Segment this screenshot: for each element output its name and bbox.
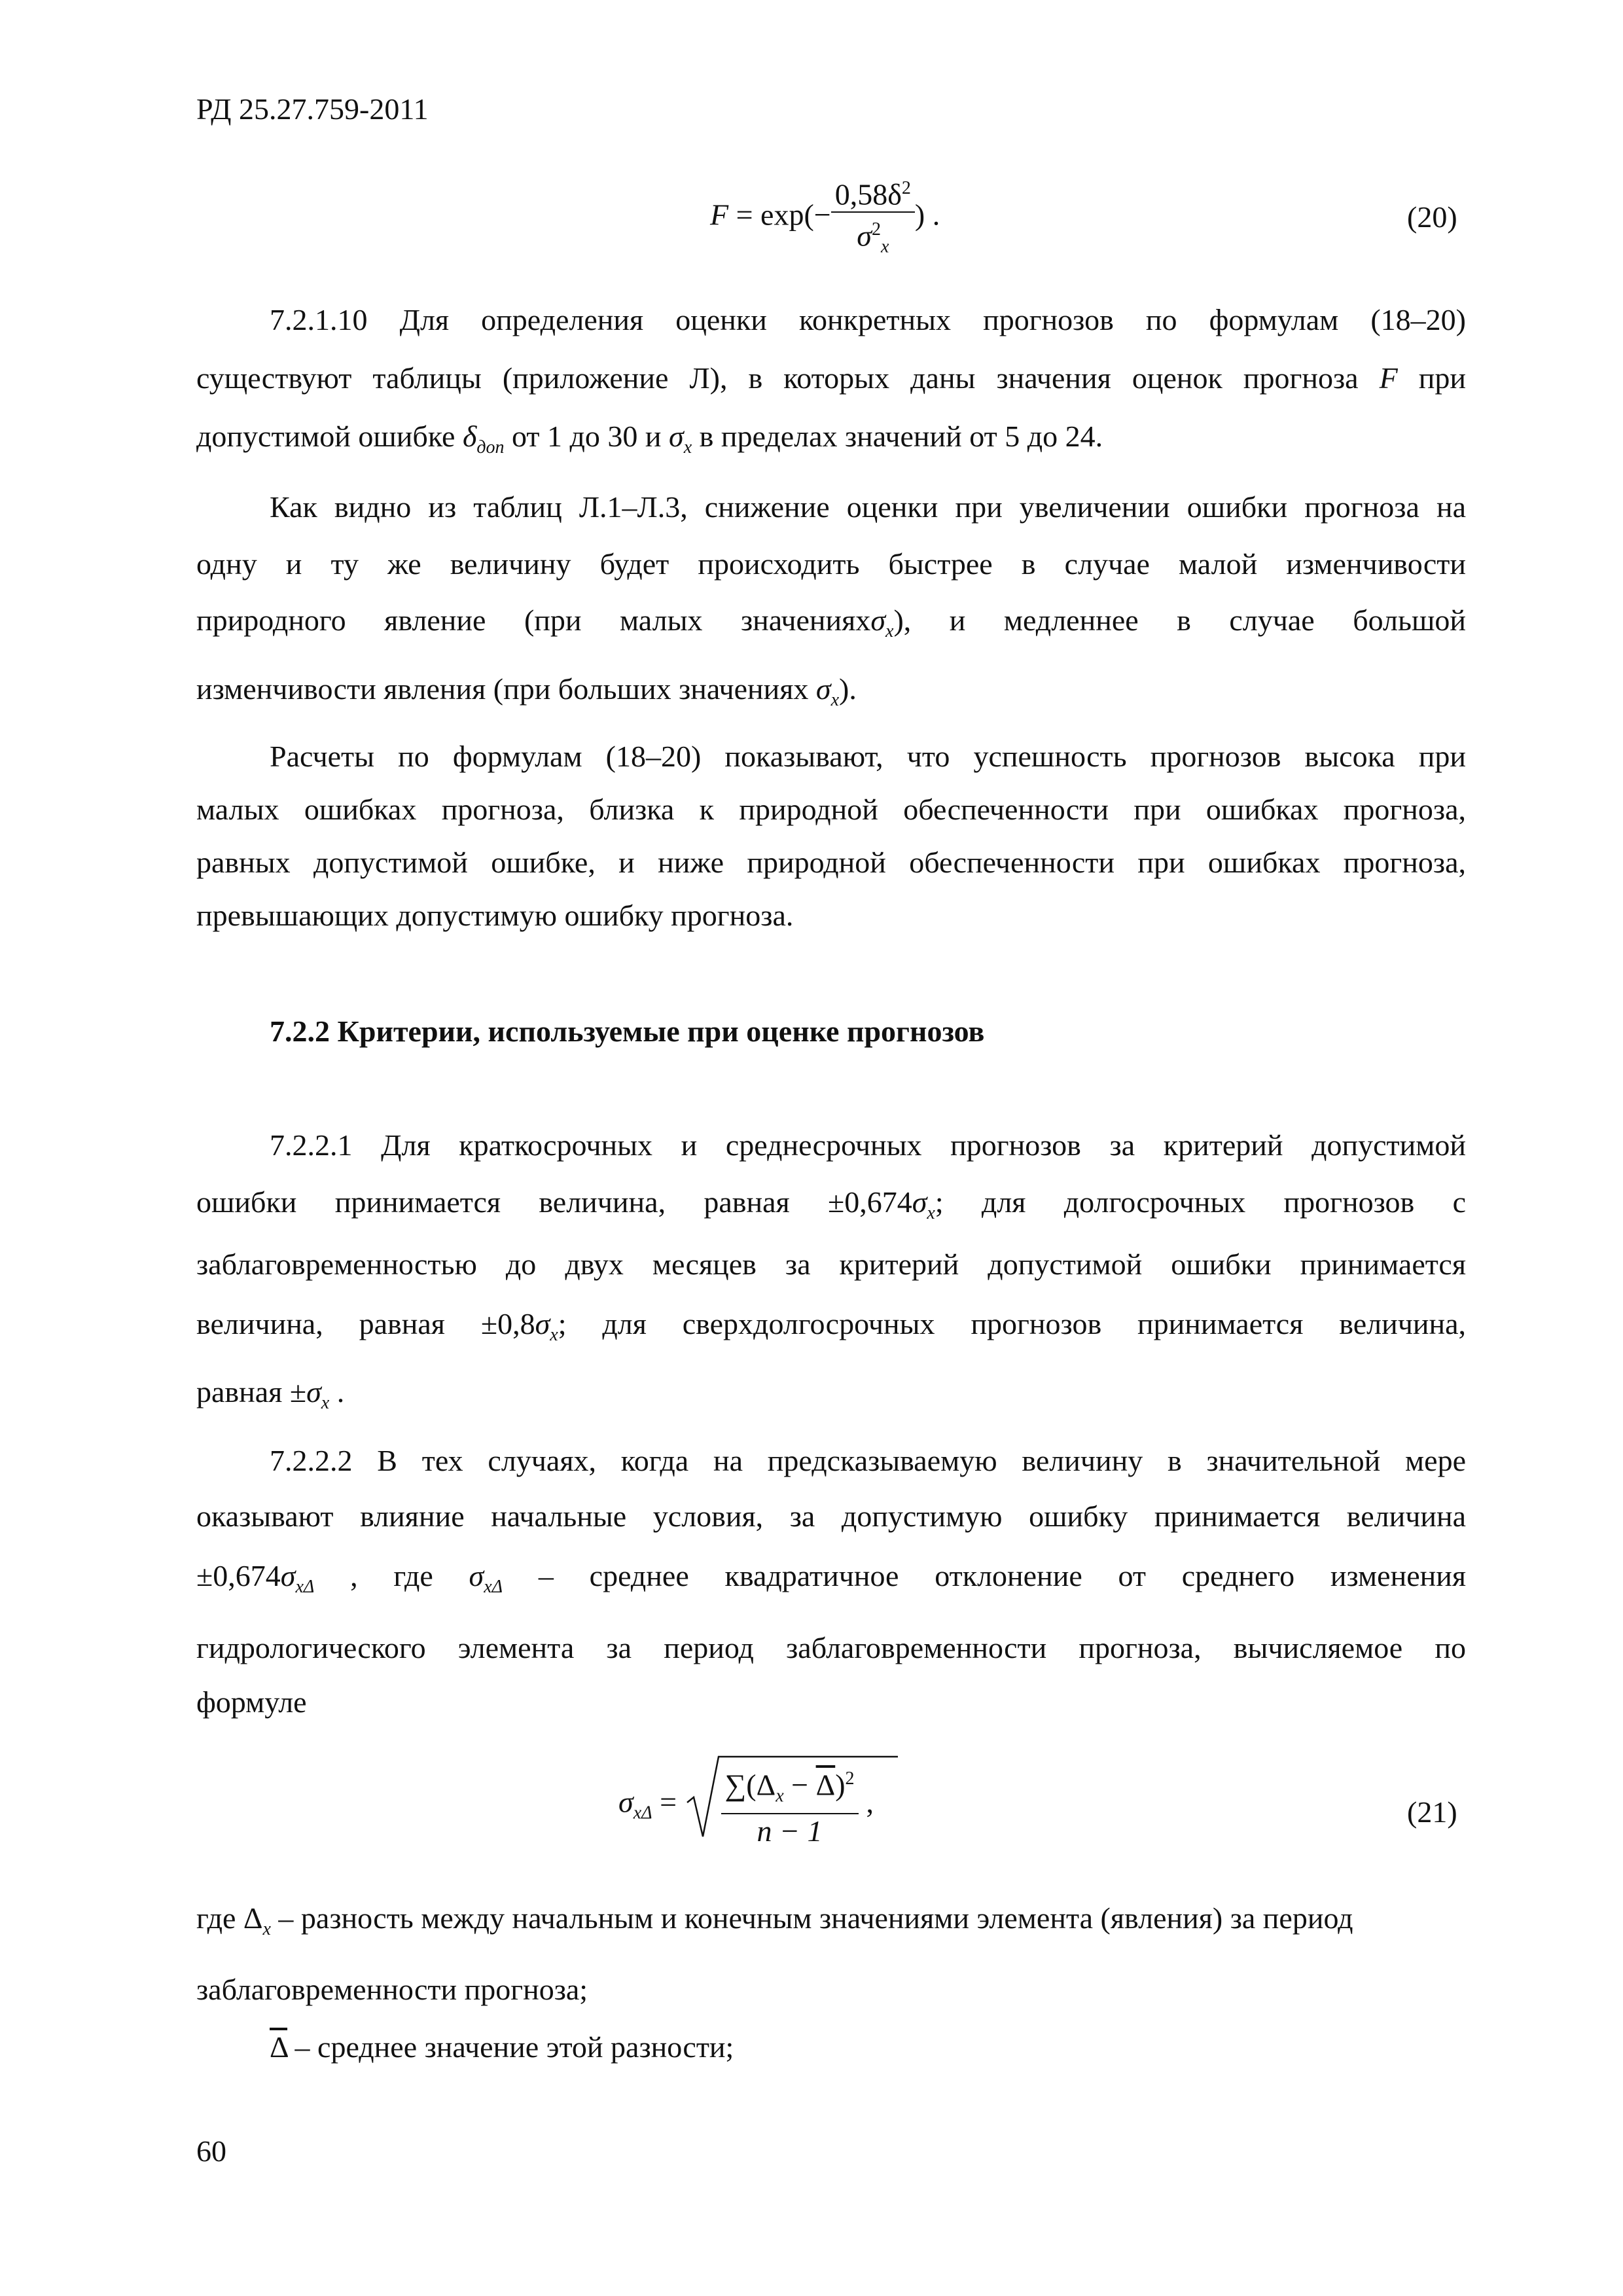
formula-21-equals: = xyxy=(652,1785,677,1819)
symbol-sigma: σ xyxy=(280,1559,296,1592)
p6-line2: заблаговременности прогноза; xyxy=(196,1973,588,2006)
p1-line3 xyxy=(196,416,1466,468)
symbol-delta: δ xyxy=(462,420,477,453)
page-number: 60 xyxy=(196,2134,226,2168)
p4-line5 xyxy=(196,1372,1466,1424)
p1-line1: 7.2.1.10 Для определения оценки конкретных прогнозов по формулам (18–20) xyxy=(270,303,1466,336)
p1-line2-end: при xyxy=(1418,361,1467,395)
formula-20-tail: ) . xyxy=(914,198,940,232)
p2-line2: одну и ту же величину будет происходить быстрее в случае малой изменчивости xyxy=(196,547,1466,581)
p2-line3-end: ), и медленнее в случае большой xyxy=(893,603,1466,637)
formula-20-num-sup: 2 xyxy=(901,178,911,198)
symbol-sigma-sub: x xyxy=(683,437,692,457)
equation-number-21: (21) xyxy=(1407,1795,1457,1829)
symbol-sigma: σ xyxy=(912,1185,927,1219)
symbol-delta-sub: доп xyxy=(476,437,505,457)
p4-line2 xyxy=(196,1182,1466,1234)
formula-21-sup: 2 xyxy=(845,1768,855,1789)
p6-line3-text: – среднее значение этой разности; xyxy=(294,2030,734,2064)
p4-line2-end: ; для долгосрочных прогнозов с xyxy=(935,1185,1466,1219)
symbol-F: F xyxy=(1379,361,1398,395)
formula-20-den-sub: x xyxy=(880,236,889,257)
formula-21-mean-delta: $\overline{\Delta}$ xyxy=(815,1768,836,1802)
p6-line1-text: где Δ xyxy=(196,1901,263,1935)
formula-20-lhs: F xyxy=(710,198,729,232)
p6-line1 xyxy=(196,1898,1466,1950)
p5-line1: 7.2.2.2 В тех случаях, когда на предсказываемую величину в значительной мере xyxy=(270,1444,1466,1477)
p5-line3-text: ±0,674 xyxy=(196,1559,281,1592)
section-heading: 7.2.2 Критерии, используемые при оценке прогнозов xyxy=(270,1014,985,1048)
formula-21-num-sub: x xyxy=(776,1785,784,1806)
formula-21-lhs-sub: xΔ xyxy=(633,1803,652,1823)
symbol-delta-sub: x xyxy=(262,1919,271,1939)
symbol-sigma: σ xyxy=(815,672,831,706)
formula-20-denominator: σ xyxy=(857,219,872,253)
p1-line2 xyxy=(196,358,1466,399)
symbol-sigma-sub: x xyxy=(927,1203,935,1223)
symbol-sigma-sub: x xyxy=(550,1325,558,1345)
p4-line5-end: . xyxy=(336,1375,345,1408)
mean-delta-symbol: $\overline{\Delta}$ xyxy=(270,2030,288,2064)
formula-20-numerator: 0,58δ xyxy=(834,177,902,211)
p4-line4 xyxy=(196,1304,1466,1355)
p2-line3-text: природного явление (при малых значениях xyxy=(196,603,871,637)
p4-line5-text: равная ± xyxy=(196,1375,307,1408)
p6-line1-end: – разность между начальным и конечным значениями элемента (явления) за период xyxy=(278,1901,1353,1935)
p5-line5: формуле xyxy=(196,1685,307,1719)
p4-line1: 7.2.2.1 Для краткосрочных и среднесрочных прогнозов за критерий допустимой xyxy=(270,1128,1466,1162)
formula-21-sum: ∑(Δ xyxy=(724,1768,776,1802)
equation-number-20: (20) xyxy=(1407,200,1457,234)
symbol-sigma-sub: x xyxy=(321,1393,330,1413)
symbol-sigma: σ xyxy=(306,1375,321,1408)
p4-line2-text: ошибки принимается величина, равная ±0,674 xyxy=(196,1185,912,1219)
p4-line4-end: ; для сверхдолгосрочных прогнозов принимается величина, xyxy=(558,1307,1466,1340)
formula-20 xyxy=(710,171,940,264)
p1-line2-text: существуют таблицы (приложение Л), в которых даны значения оценок прогноза xyxy=(196,361,1359,395)
symbol-sigma: σ xyxy=(669,420,684,453)
symbol-sigma-sub: xΔ xyxy=(484,1577,503,1597)
symbol-sigma: σ xyxy=(535,1307,550,1340)
p4-line4-text: величина, равная ±0,8 xyxy=(196,1307,535,1340)
symbol-sigma-sub: xΔ xyxy=(295,1577,315,1597)
p2-line4-end: ). xyxy=(839,672,857,706)
formula-21-denominator: n − 1 xyxy=(757,1814,823,1848)
formula-20-fraction xyxy=(831,171,915,264)
p2-line4 xyxy=(196,669,1466,721)
symbol-sigma-sub: x xyxy=(885,621,894,641)
formula-20-exp: = exp(− xyxy=(728,198,831,232)
formula-21-tail: , xyxy=(866,1785,874,1819)
p3-line3: равных допустимой ошибке, и ниже природной обеспеченности при ошибках прогноза, xyxy=(196,846,1466,879)
p5-line3 xyxy=(196,1556,1466,1607)
p2-line1: Как видно из таблиц Л.1–Л.3, снижение оценки при увеличении ошибки прогноза на xyxy=(270,490,1466,524)
symbol-sigma: σ xyxy=(469,1559,484,1592)
formula-21-paren: ) xyxy=(835,1768,846,1802)
p1-line3-mid: от 1 до 30 и xyxy=(512,420,662,453)
p6-line3 xyxy=(270,2027,1466,2068)
p5-line3-mid: , где xyxy=(350,1559,433,1592)
symbol-sigma-sub: x xyxy=(830,690,840,710)
symbol-sigma: σ xyxy=(870,603,885,637)
p3-line4: превышающих допустимую ошибку прогноза. xyxy=(196,899,794,932)
p1-line3-text: допустимой ошибке xyxy=(196,420,455,453)
document-header: РД 25.27.759-2011 xyxy=(196,92,429,126)
formula-20-den-sup: 2 xyxy=(871,219,881,240)
formula-21 xyxy=(618,1762,874,1848)
formula-21-lhs: σ xyxy=(618,1785,633,1819)
p5-line2: оказывают влияние начальные условия, за допустимую ошибку принимается величина xyxy=(196,1499,1466,1533)
p5-line4: гидрологического элемента за период заблаговременности прогноза, вычисляемое по xyxy=(196,1631,1466,1664)
p3-line2: малых ошибках прогноза, близка к природной обеспеченности при ошибках прогноза, xyxy=(196,793,1466,826)
p1-line3-end: в пределах значений от 5 до 24. xyxy=(699,420,1103,453)
p4-line3: заблаговременностью до двух месяцев за критерий допустимой ошибки принимается xyxy=(196,1247,1466,1281)
radical-sign-icon xyxy=(685,1753,901,1844)
p5-line3-end: – среднее квадратичное отклонение от среднего изменения xyxy=(538,1559,1467,1592)
p3-line1: Расчеты по формулам (18–20) показывают, что успешность прогнозов высока при xyxy=(270,740,1466,773)
formula-21-minus: − xyxy=(783,1768,816,1802)
p2-line4-text: изменчивости явления (при больших значениях xyxy=(196,672,809,706)
formula-21-sqrt xyxy=(685,1762,859,1848)
p2-line3 xyxy=(196,600,1466,652)
